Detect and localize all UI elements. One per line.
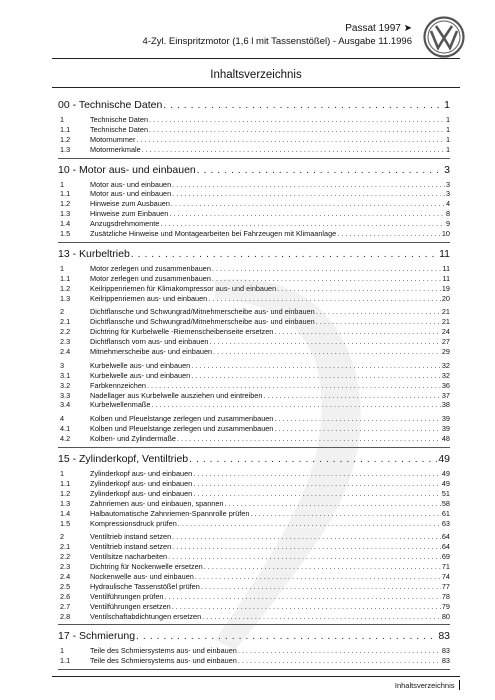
chapter-page: 11 — [439, 247, 450, 260]
entry-page: 71 — [441, 562, 450, 572]
toc-entry[interactable] — [58, 209, 450, 219]
leader-dots — [212, 274, 442, 284]
leader-dots — [189, 451, 437, 467]
leader-dots — [250, 509, 440, 519]
toc-entry[interactable] — [58, 219, 450, 229]
toc-entry[interactable] — [58, 371, 450, 381]
entry-page: 29 — [441, 347, 450, 357]
toc-section — [58, 451, 450, 625]
leader-dots — [238, 646, 441, 656]
entry-page: 1 — [445, 144, 450, 154]
leader-dots — [204, 562, 441, 572]
leader-dots — [316, 307, 441, 317]
entry-page: 1 — [445, 134, 450, 144]
toc-section — [58, 246, 450, 448]
entry-number: 4.2 — [60, 434, 71, 444]
toc-entry[interactable] — [58, 499, 450, 509]
entry-page: 19 — [441, 283, 450, 293]
entry-number: 1 — [60, 263, 65, 273]
toc-entry[interactable] — [58, 327, 450, 337]
entry-title: Technische Daten — [90, 124, 149, 134]
leader-dots — [136, 628, 437, 644]
entry-number: 1.2 — [60, 134, 71, 144]
toc-chapter-entry[interactable] — [58, 246, 450, 262]
toc-chapter-entry[interactable] — [58, 162, 450, 178]
entry-number: 2.1 — [60, 317, 71, 327]
leader-dots — [316, 317, 441, 327]
toc-entry[interactable] — [58, 274, 450, 284]
entry-number: 1.4 — [60, 508, 71, 518]
entry-page: 32 — [441, 360, 450, 370]
toc-entry[interactable] — [58, 317, 450, 327]
toc-entry[interactable] — [58, 656, 450, 666]
entry-title: Dichtflansche und Schwungrad/Mitnehmerscheibe aus- und einbauen — [90, 307, 315, 317]
entry-number: 3.2 — [60, 380, 71, 390]
entry-page: 83 — [441, 646, 450, 656]
entry-page: 8 — [445, 209, 450, 219]
entry-page: 36 — [441, 380, 450, 390]
toc-chapter-entry[interactable] — [58, 97, 450, 113]
entry-number: 3.4 — [60, 400, 71, 410]
entry-page: 20 — [441, 293, 450, 303]
entry-title: Farbkennzeichen — [90, 380, 146, 390]
toc-entry[interactable] — [58, 532, 450, 542]
entry-page: 39 — [441, 414, 450, 424]
leader-dots — [172, 189, 445, 199]
page-header — [52, 22, 412, 48]
leader-dots — [147, 381, 441, 391]
toc-section — [58, 97, 450, 159]
leader-dots — [213, 347, 441, 357]
leader-dots — [263, 391, 440, 401]
entry-number: 2.3 — [60, 562, 71, 572]
entry-title: Ventiltrieb instand setzen — [90, 542, 172, 552]
leader-dots — [149, 115, 445, 125]
leader-dots — [277, 284, 441, 294]
entry-page: 78 — [441, 591, 450, 601]
toc-chapter-entry[interactable] — [58, 628, 450, 644]
leader-dots — [168, 552, 441, 562]
entry-number: 2.2 — [60, 552, 71, 562]
entry-number: 4 — [60, 414, 65, 424]
entry-page: 83 — [441, 656, 450, 666]
page-footer — [52, 680, 460, 690]
entry-title: Ventilführungen ersetzen — [90, 601, 171, 611]
entry-page: 3 — [445, 189, 450, 199]
toc-entry[interactable] — [58, 479, 450, 489]
entry-title: Kolben und Pleuelstange zerlegen und zusammenbauen — [90, 414, 274, 424]
section-spacer — [58, 621, 450, 624]
toc-entry[interactable] — [58, 337, 450, 347]
toc-entry[interactable] — [58, 135, 450, 145]
toc-entry[interactable] — [58, 229, 450, 239]
leader-dots — [171, 199, 445, 209]
entry-title: Kompressionsdruck prüfen — [90, 518, 177, 528]
entry-number: 1.1 — [60, 656, 71, 666]
leader-dots — [136, 135, 445, 145]
entry-page: 58 — [441, 498, 450, 508]
entry-page: 4 — [445, 199, 450, 209]
title-rule — [52, 87, 460, 88]
leader-dots — [193, 469, 441, 479]
toc-entry[interactable] — [58, 602, 450, 612]
entry-title: Halbautomatische Zahnriemen-Spannrolle prüfen — [90, 508, 250, 518]
toc-entry[interactable] — [58, 294, 450, 304]
leader-dots — [177, 434, 441, 444]
leader-dots — [191, 371, 441, 381]
footer-rule — [52, 676, 460, 677]
chapter-page: 3 — [444, 163, 450, 176]
entry-title: Motornummer — [90, 134, 136, 144]
entry-page: 27 — [441, 337, 450, 347]
entry-title: Motormerkmale — [90, 144, 141, 154]
entry-title: Motor zerlegen und zusammenbauen — [90, 263, 211, 273]
entry-title: Hydraulische Tassenstößel prüfen — [90, 581, 200, 591]
toc-entry[interactable] — [58, 424, 450, 434]
header-rule — [52, 58, 460, 59]
entry-page: 9 — [445, 219, 450, 229]
entry-title: Kolben und Pleuelstange zerlegen und zusammenbauen — [90, 424, 274, 434]
entry-page: 38 — [441, 400, 450, 410]
entry-title: Dichtring für Kurbelwelle -Riemenscheibenseite ersetzen — [90, 327, 274, 337]
entry-title: Teile des Schmiersystems aus- und einbauen — [90, 646, 237, 656]
toc-section — [58, 162, 450, 243]
entry-page: 39 — [441, 424, 450, 434]
leader-dots — [201, 582, 441, 592]
entry-number: 2.6 — [60, 591, 71, 601]
section-spacer — [58, 444, 450, 447]
leader-dots — [274, 327, 441, 337]
entry-title: Ventilschaftabdichtungen ersetzen — [90, 611, 202, 621]
leader-dots — [238, 656, 441, 666]
entry-number: 2.5 — [60, 581, 71, 591]
toc-entry[interactable] — [58, 592, 450, 602]
toc-entry[interactable] — [58, 646, 450, 656]
entry-page: 79 — [441, 601, 450, 611]
header-subtitle: 4-Zyl. Einspritzmotor (1,6 l mit Tassenstößel) - Ausgabe 11.1996 — [142, 36, 412, 47]
entry-title: Kurbelwelle aus- und einbauen — [90, 360, 191, 370]
entry-page: 74 — [441, 571, 450, 581]
header-model: Passat 1997 ➤ — [345, 23, 412, 34]
entry-title: Keilrippenriemen aus- und einbauen — [90, 293, 208, 303]
chapter-title: 15 - Zylinderkopf, Ventiltrieb — [58, 453, 189, 466]
entry-number: 1.3 — [60, 209, 71, 219]
chapter-title: 10 - Motor aus- und einbauen — [58, 163, 196, 176]
leader-dots — [224, 499, 440, 509]
leader-dots — [172, 532, 441, 542]
leader-dots — [169, 209, 445, 219]
toc-entry[interactable] — [58, 434, 450, 444]
entry-page: 1 — [445, 115, 450, 124]
toc-entry[interactable] — [58, 284, 450, 294]
leader-dots — [149, 125, 445, 135]
entry-title: Zylinderkopf aus- und einbauen — [90, 488, 193, 498]
entry-page: 77 — [441, 581, 450, 591]
toc-entry[interactable] — [58, 400, 450, 410]
entry-number: 1 — [60, 115, 65, 124]
entry-number: 1.2 — [60, 488, 71, 498]
entry-title: Nadellager aus Kurbelwelle ausziehen und eintreiben — [90, 390, 263, 400]
toc-entry[interactable] — [58, 307, 450, 317]
leader-dots — [274, 424, 441, 434]
entry-page: 49 — [441, 469, 450, 479]
entry-title: Technische Daten — [90, 115, 149, 124]
entry-number: 1 — [60, 646, 65, 656]
entry-number: 1.4 — [60, 219, 71, 229]
entry-number: 2.7 — [60, 601, 71, 611]
entry-number: 1.1 — [60, 273, 71, 283]
toc-entry[interactable] — [58, 180, 450, 190]
entry-page: 63 — [441, 518, 450, 528]
toc-entry[interactable] — [58, 582, 450, 592]
entry-page: 64 — [441, 532, 450, 542]
entry-number: 2.1 — [60, 542, 71, 552]
entry-title: Zahnriemen aus- und einbauen, spannen — [90, 498, 224, 508]
entry-title: Hinweise zum Ausbauen — [90, 199, 170, 209]
vw-logo-icon — [423, 16, 465, 58]
chapter-title: 00 - Technische Daten — [58, 99, 163, 111]
entry-number: 2.4 — [60, 347, 71, 357]
entry-page: 37 — [441, 390, 450, 400]
entry-number: 1.2 — [60, 199, 71, 209]
entry-title: Motor aus- und einbauen — [90, 189, 172, 199]
toc-entry[interactable] — [58, 115, 450, 125]
toc-entry[interactable] — [58, 347, 450, 357]
entry-number: 2.2 — [60, 327, 71, 337]
entry-title: Ventiltrieb instand setzen — [90, 532, 172, 542]
footer-label: Inhaltsverzeichnis — [394, 681, 455, 690]
entry-title: Ventilführungen prüfen — [90, 591, 164, 601]
section-spacer — [58, 155, 450, 158]
entry-number: 3 — [60, 360, 65, 370]
leader-dots — [193, 489, 441, 499]
entry-title: Nockenwelle aus- und einbauen — [90, 571, 194, 581]
leader-dots — [178, 519, 441, 529]
entry-title: Keilrippenriemen für Klimakompressor aus- und einbauen — [90, 283, 277, 293]
entry-page: 61 — [441, 508, 450, 518]
entry-title: Kolben- und Zylindermaße — [90, 434, 176, 444]
entry-page: 51 — [441, 488, 450, 498]
leader-dots — [274, 414, 441, 424]
entry-number: 2 — [60, 307, 65, 317]
entry-page: 49 — [441, 478, 450, 488]
entry-number: 4.1 — [60, 424, 71, 434]
entry-title: Kurbelwelle aus- und einbauen — [90, 370, 191, 380]
entry-page: 11 — [442, 273, 450, 283]
entry-number: 2.4 — [60, 571, 71, 581]
entry-number: 1.1 — [60, 124, 71, 134]
leader-dots — [197, 162, 443, 178]
entry-number: 1 — [60, 469, 65, 479]
leader-dots — [131, 246, 438, 262]
leader-dots — [195, 572, 441, 582]
chapter-page: 1 — [444, 99, 450, 111]
entry-page: 10 — [441, 229, 450, 239]
leader-dots — [142, 145, 445, 155]
leader-dots — [164, 592, 440, 602]
toc-entry[interactable] — [58, 572, 450, 582]
entry-page: 1 — [445, 124, 450, 134]
toc-entry[interactable] — [58, 264, 450, 274]
entry-number: 1.2 — [60, 283, 71, 293]
entry-title: Motor zerlegen und zusammenbauen — [90, 273, 211, 283]
entry-title: Ventilsitze nacharbeiten — [90, 552, 168, 562]
leader-dots — [209, 337, 440, 347]
toc-entry[interactable] — [58, 145, 450, 155]
entry-title: Zylinderkopf aus- und einbauen — [90, 478, 193, 488]
entry-page: 3 — [445, 179, 450, 189]
toc-entry[interactable] — [58, 189, 450, 199]
toc-entry[interactable] — [58, 414, 450, 424]
chapter-title: 17 - Schmierung — [58, 630, 136, 643]
entry-number: 1.3 — [60, 293, 71, 303]
leader-dots — [163, 97, 443, 113]
toc-entry[interactable] — [58, 199, 450, 209]
entry-number: 2.8 — [60, 611, 71, 621]
leader-dots — [191, 361, 441, 371]
entry-page: 21 — [441, 317, 450, 327]
leader-dots — [151, 400, 440, 410]
section-spacer — [58, 239, 450, 242]
toc-section — [58, 628, 450, 670]
entry-page: 24 — [441, 327, 450, 337]
toc-entry[interactable] — [58, 612, 450, 622]
section-spacer — [58, 666, 450, 669]
entry-page: 32 — [441, 370, 450, 380]
entry-title: Anzugsdrehmomente — [90, 219, 160, 229]
entry-title: Zylinderkopf aus- und einbauen — [90, 469, 193, 479]
entry-number: 3.3 — [60, 390, 71, 400]
toc-entry[interactable] — [58, 381, 450, 391]
toc-chapter-entry[interactable] — [58, 451, 450, 467]
chapter-title: 13 - Kurbeltrieb — [58, 247, 130, 260]
entry-number: 2 — [60, 532, 65, 542]
entry-title: Dichtring für Nockenwelle ersetzen — [90, 562, 203, 572]
entry-number: 1.5 — [60, 229, 71, 239]
entry-title: Motor aus- und einbauen — [90, 179, 172, 189]
chapter-page: 49 — [438, 453, 450, 466]
leader-dots — [172, 602, 441, 612]
leader-dots — [160, 219, 445, 229]
entry-number: 1.5 — [60, 518, 71, 528]
entry-page: 48 — [441, 434, 450, 444]
toc-entry[interactable] — [58, 361, 450, 371]
entry-page: 80 — [441, 611, 450, 621]
entry-title: Zusätzliche Hinweise und Montagearbeiten bei Fahrzeugen mit Klimaanlage — [90, 229, 337, 239]
toc-entry[interactable] — [58, 519, 450, 529]
table-of-contents — [58, 94, 450, 670]
entry-number: 1.1 — [60, 189, 71, 199]
leader-dots — [208, 294, 441, 304]
toc-entry[interactable] — [58, 552, 450, 562]
toc-entry[interactable] — [58, 125, 450, 135]
toc-entry[interactable] — [58, 509, 450, 519]
entry-title: Dichtflansche und Schwungrad/Mitnehmerscheibe aus- und einbauen — [90, 317, 315, 327]
entry-title: Mitnehmerscheibe aus- und einbauen — [90, 347, 213, 357]
leader-dots — [212, 264, 442, 274]
chapter-page: 83 — [438, 630, 450, 643]
page-title: Inhaltsverzeichnis — [210, 69, 302, 81]
page-number-bar — [459, 680, 461, 690]
toc-entry[interactable] — [58, 391, 450, 401]
entry-number: 1.1 — [60, 478, 71, 488]
leader-dots — [172, 180, 445, 190]
leader-dots — [337, 229, 441, 239]
entry-title: Dichtflansch vorn aus- und einbauen — [90, 337, 209, 347]
leader-dots — [202, 612, 441, 622]
leader-dots — [193, 479, 441, 489]
entry-title: Hinweise zum Einbauen — [90, 209, 169, 219]
entry-page: 64 — [441, 542, 450, 552]
entry-page: 69 — [441, 552, 450, 562]
toc-entry[interactable] — [58, 489, 450, 499]
entry-number: 1.3 — [60, 144, 71, 154]
entry-number: 3.1 — [60, 370, 71, 380]
toc-entry[interactable] — [58, 542, 450, 552]
toc-entry[interactable] — [58, 562, 450, 572]
entry-number: 2.3 — [60, 337, 71, 347]
leader-dots — [172, 542, 441, 552]
entry-page: 11 — [442, 263, 450, 273]
entry-title: Kurbelwellenmaße — [90, 400, 151, 410]
entry-number: 1.3 — [60, 498, 71, 508]
entry-number: 1 — [60, 179, 65, 189]
toc-entry[interactable] — [58, 469, 450, 479]
entry-title: Teile des Schmiersystems aus- und einbauen — [90, 656, 237, 666]
entry-page: 21 — [441, 307, 450, 317]
